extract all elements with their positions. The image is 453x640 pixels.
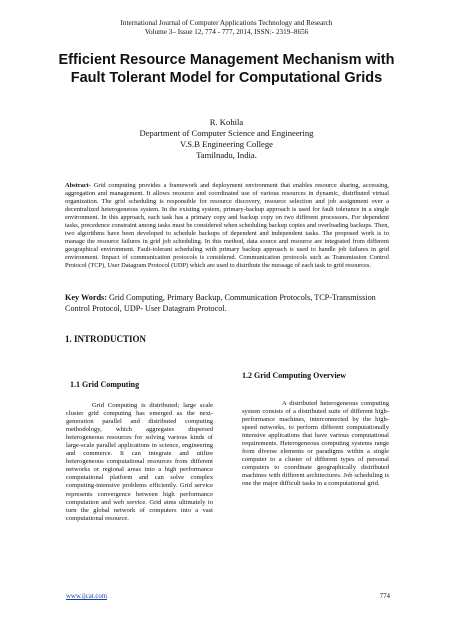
abstract-text: Grid computing provides a framework and deployment environment that enables resource sharing, accessing, aggregation and management. It allows resource and coordinated use of various resources in dynamic, distributed virtual organization. The grid scheduling is responsible for resource discovery, resource selection and job assignment over a decentralized heterogeneous system. In the existing system, primary-backup approach is used for fault tolerance in a single environment. In this approach, each task has a primary copy and backup copy on two different processors. For dependent tasks, precedence constraint among tasks must be considered when scheduling backup copies and overloading backups. Then, two algorithms have been developed to schedule backups of dependent and independent tasks. The proposed work is to manage the resource failures in grid job scheduling. In this method, data source and resource are integrated from different geographical environment. Fault-tolerant scheduling with primary backup approach is used to handle job failures in grid environment. Impact of communication protocols is considered. Communication protocols such as Transmission Control Protocol (TCP), User Datagram Protocol (UDP) which are used to distribute the message of each task to grid resources.: [65, 182, 389, 270]
abstract: [65, 182, 389, 271]
author-location: Tamilnadu, India.: [196, 150, 257, 160]
keywords: [65, 293, 395, 314]
grid-computing-heading: 1.1 Grid Computing: [70, 380, 140, 389]
page-number: 774: [379, 593, 390, 600]
author-block: [0, 117, 453, 161]
author-name: R. Kohila: [209, 117, 244, 127]
keywords-text: Grid Computing, Primary Backup, Communication Protocols, TCP-Transmission Control Protocol, UDP- User Datagram Protocol.: [65, 293, 376, 313]
grid-overview-heading: 1.2 Grid Computing Overview: [242, 371, 346, 380]
journal-website-link[interactable]: www.ijcat.com: [66, 593, 108, 600]
abstract-label: Abstract-: [65, 182, 91, 189]
journal-volume: Volume 3– Issue 12, 774 - 777, 2014, ISSN:- 2319–8656: [144, 28, 309, 36]
paper-title: Efficient Resource Management Mechanism with Fault Tolerant Model for Computational Grids: [58, 52, 395, 86]
grid-overview-text: A distributed heterogeneous computing system consists of a distributed suite of different high-performance machines, interconnected by the high-speed networks, to perform different computationally intensive applications that have various computational requirements. Heterogeneous computing systems range from diverse elements or paradigms within a single computer to a cluster of different types of personal computers to coordinate geographically distributed machines with different architectures. Job scheduling is one the major difficult tasks in a computational grid.: [242, 400, 389, 488]
grid-computing-text: Grid Computing is distributed; large scale cluster grid computing has emerged as the next-generation parallel and distributed computing methodology, which aggregates dispersed heterogeneous resources for solving various kinds of large-scale parallel applications in science, engineering and commerce. It can integrate and utilize heterogeneous computational resources from different networks or regional areas into a high performance computational platform and can solve complex computing-intensive problems efficiently. Grid service represents convergence between high performance computation and web service. Grid aims ultimately to turn the global network of computers into a vast computational resource.: [66, 402, 213, 522]
introduction-heading: 1. INTRODUCTION: [65, 334, 147, 344]
author-department: Department of Computer Science and Engineering: [139, 128, 314, 138]
keywords-label: Key Words:: [65, 293, 107, 302]
journal-name: International Journal of Computer Applications Technology and Research: [120, 19, 333, 27]
author-college: V.S.B Engineering College: [180, 139, 273, 149]
